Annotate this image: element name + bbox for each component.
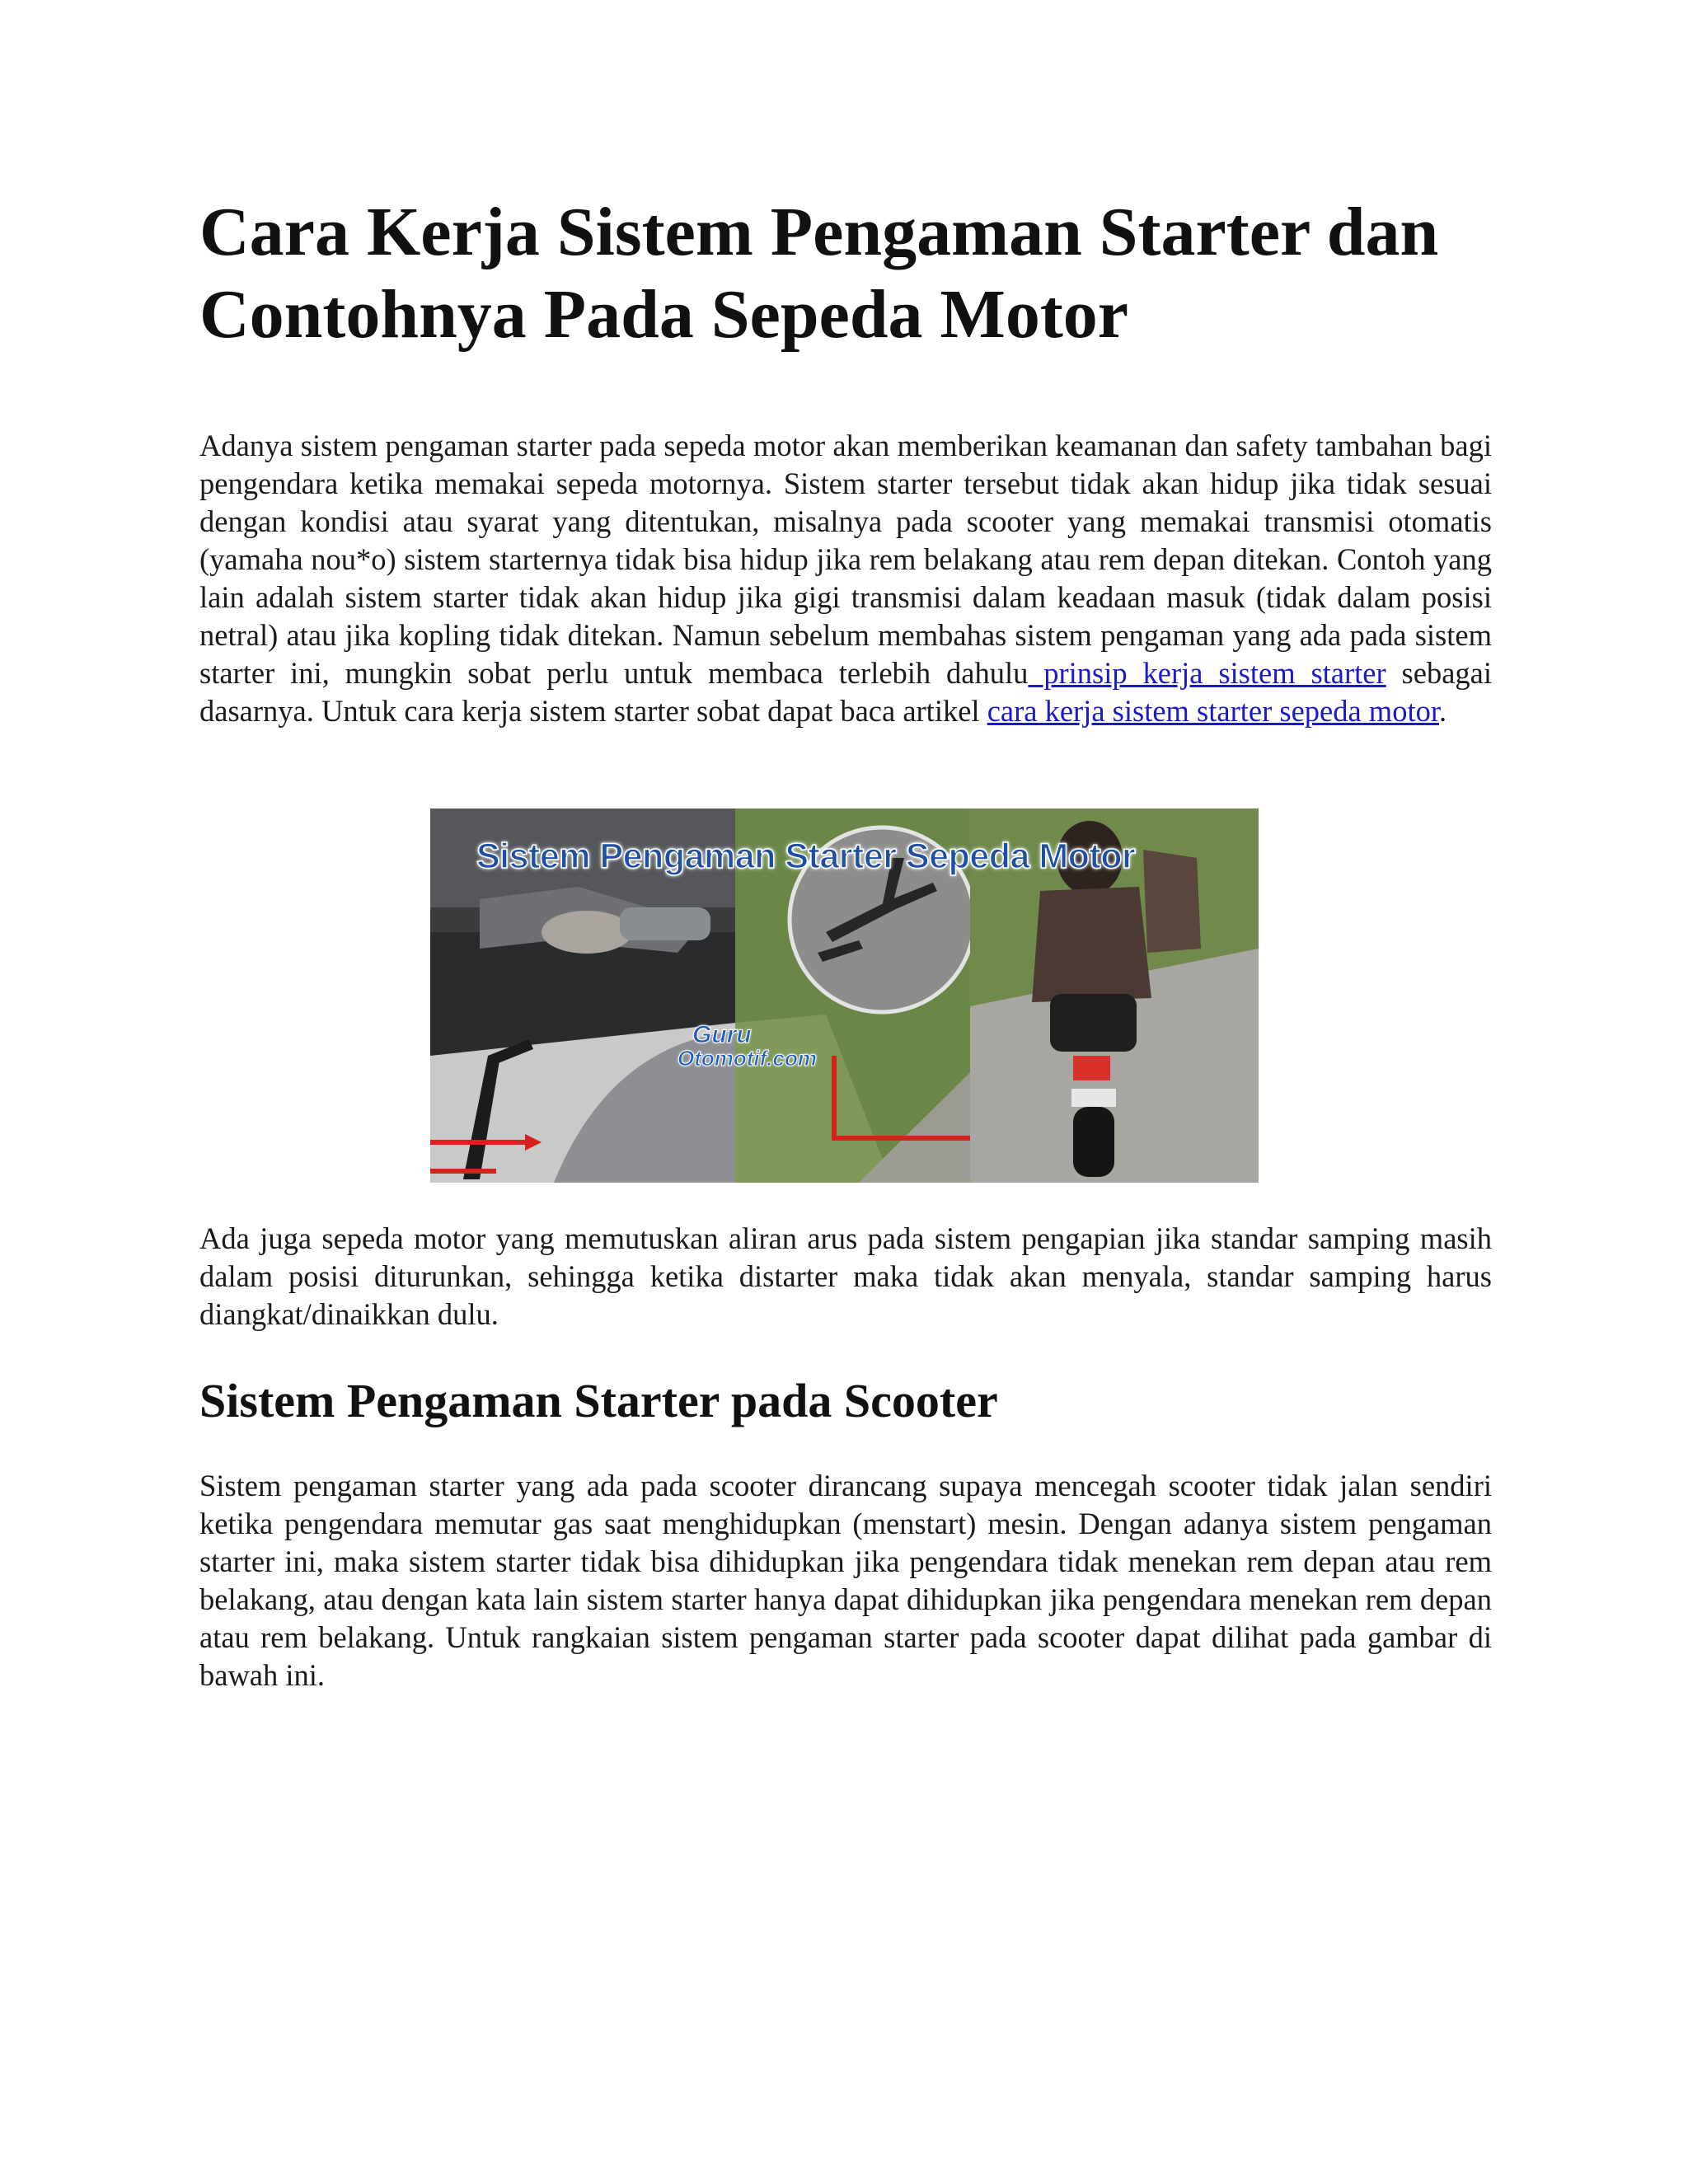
link-prinsip-kerja-sistem-starter[interactable]: prinsip kerja sistem starter <box>1028 656 1386 690</box>
page-title: Cara Kerja Sistem Pengaman Starter dan Contohnya Pada Sepeda Motor <box>199 194 1439 353</box>
logo-line-1: Guru <box>692 1021 752 1048</box>
logo-line-2: Otomotif.com <box>678 1046 817 1071</box>
scooter-paragraph: Sistem pengaman starter yang ada pada scooter dirancang supaya mencegah scooter tidak jalan sendiri ketika pengendara memutar gas saat menghidupkan (menstart) mesin. Dengan adanya sistem pengaman starter ini, maka sistem starter tidak bisa dihidupkan jika pengendara tidak menekan rem depan atau rem belakang, atau dengan kata lain sistem starter hanya dapat dihidupkan jika pengendara menekan rem depan atau rem belakang. Untuk rangkaian sistem pengaman starter pada scooter dapat dilihat pada gambar di bawah ini. <box>199 1469 1492 1692</box>
starter-safety-photo <box>430 808 1259 1183</box>
link-cara-kerja-sistem-starter[interactable]: cara kerja sistem starter sepeda motor <box>987 694 1439 728</box>
intro-text-a: Adanya sistem pengaman starter pada sepeda motor akan memberikan keamanan dan safety tambahan bagi pengendara ketika memakai sepeda motornya. Sistem starter tersebut tidak akan hidup jika tidak sesuai dengan kondisi atau syarat yang ditentukan, misalnya pada scooter yang memakai transmisi otomatis (yamaha nou*o) sistem starternya tidak bisa hidup jika rem belakang atau rem depan ditekan. Contoh yang lain adalah sistem starter tidak akan hidup jika gigi transmisi dalam keadaan masuk (tidak dalam posisi netral) atau jika kopling tidak ditekan. Namun sebelum membahas sistem pengaman yang ada pada sistem starter ini, mungkin sobat perlu untuk membaca terlebih dahulu <box>199 429 1492 690</box>
figure-banner-text: Sistem Pengaman Starter Sepeda Motor <box>476 837 1136 876</box>
section-heading-scooter: Sistem Pengaman Starter pada Scooter <box>199 1374 998 1427</box>
intro-text-c: . <box>1438 694 1447 728</box>
figure-watermark-logo <box>678 1023 875 1069</box>
intro-paragraph <box>199 427 1492 730</box>
intro-text-b: sebagai dasarnya. Untuk cara kerja sistem starter sobat dapat baca artikel <box>199 656 1492 728</box>
side-stand-paragraph: Ada juga sepeda motor yang memutuskan aliran arus pada sistem pengapian jika standar samping masih dalam posisi diturunkan, sehingga ketika distarter maka tidak akan menyala, standar samping harus diangkat/dinaikkan dulu. <box>199 1221 1492 1331</box>
